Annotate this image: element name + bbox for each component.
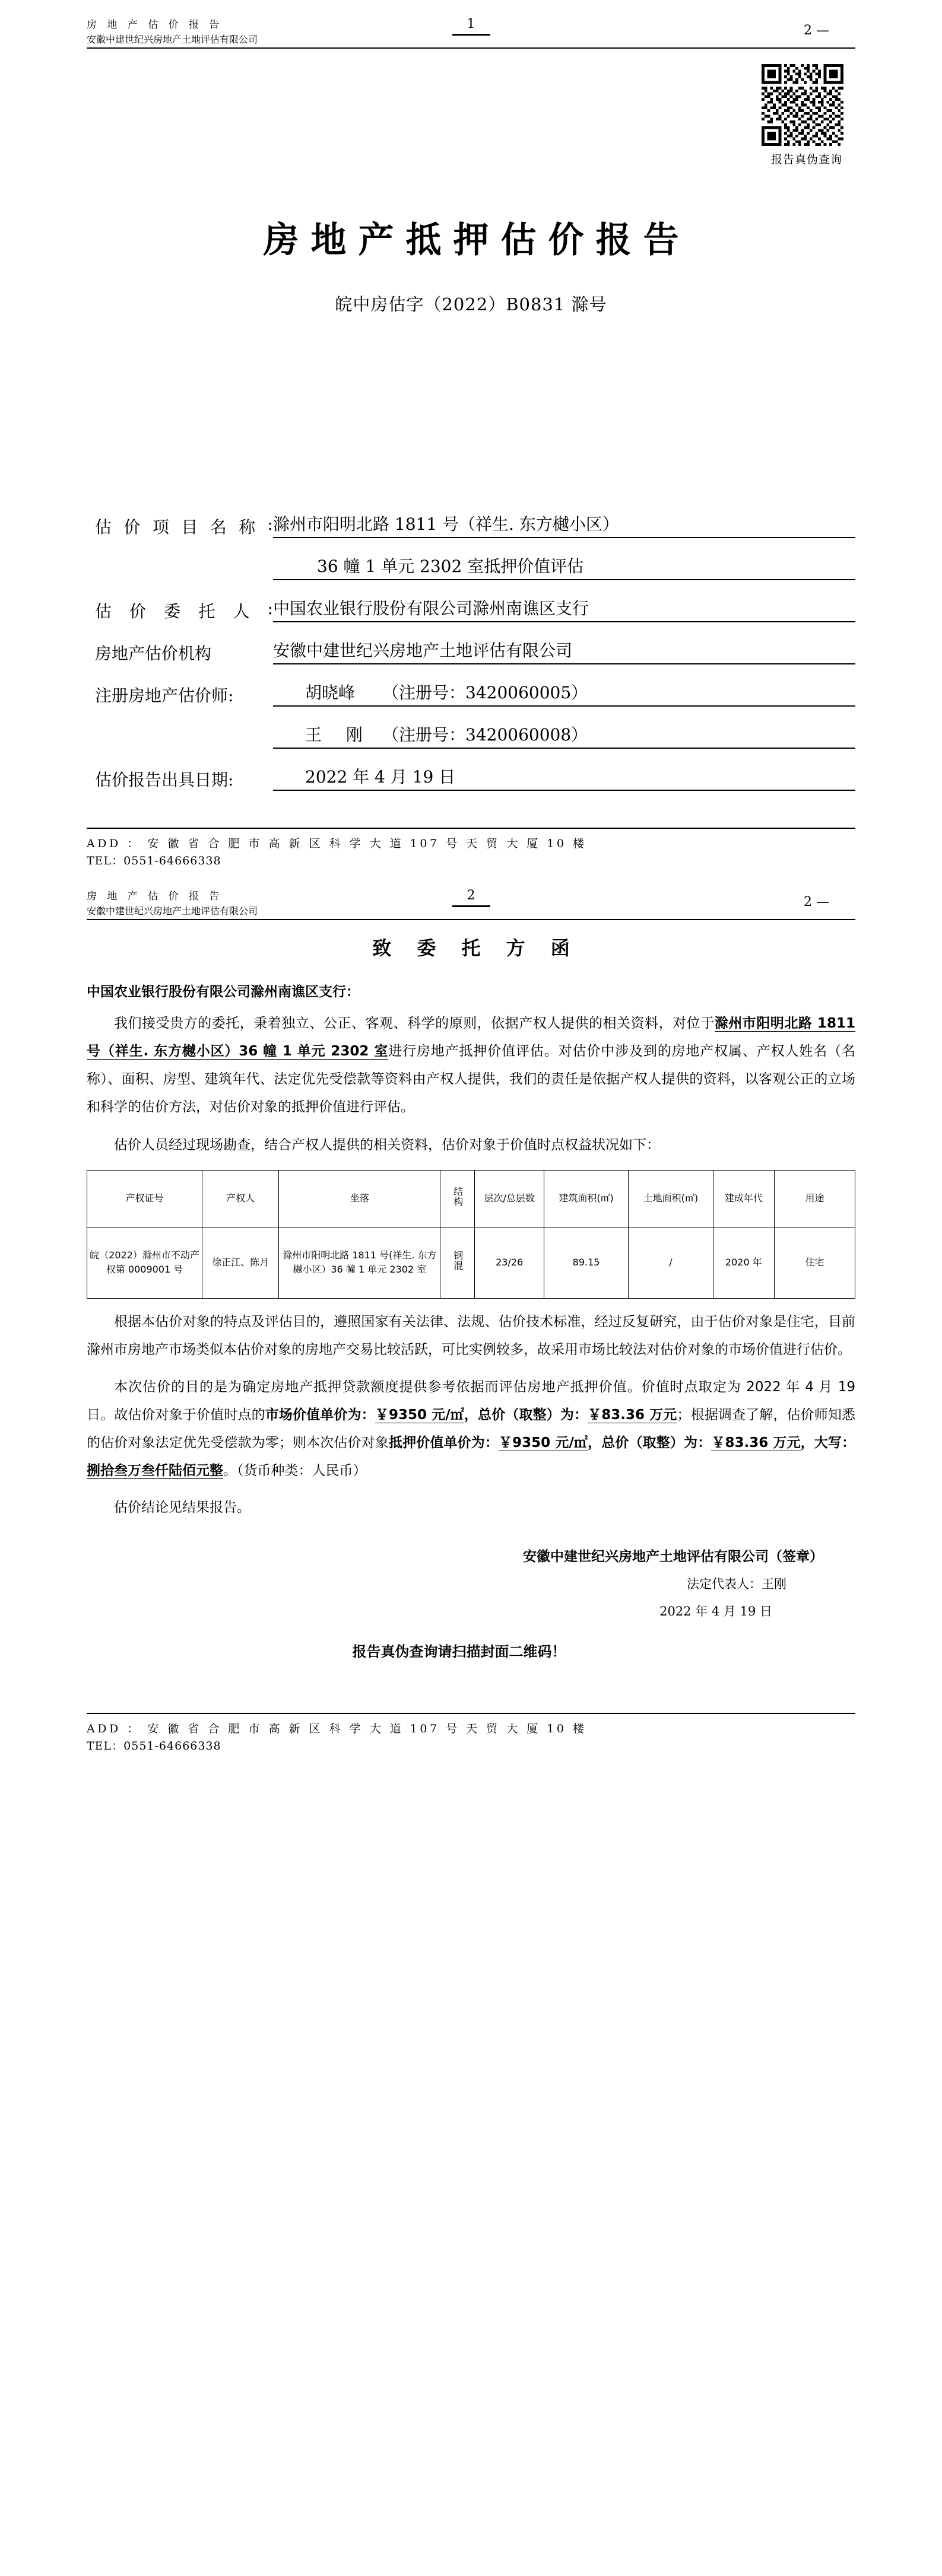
letter-paragraph-2: 估价人员经过现场勘查，结合产权人提供的相关资料，估价对象于价值时点权益状况如下： [114,1137,660,1153]
td-use: 住宅 [775,1227,855,1298]
header-divider-2 [87,919,855,920]
property-table-body [87,1227,855,1298]
footer-address: ADD ： 安 徽 省 合 肥 市 高 新 区 科 学 大 道 107 号 天 贸 大 厦 10 楼 [87,837,587,850]
header-right-mark: 2 — [804,895,829,909]
page-number-rule [452,34,490,36]
para4-part-a: 本次估价的目的是为确定房地产抵押贷款额度提供参考依据而评估房地产抵押价值。价值时点取定为 2022 年 4 月 19 日。故估价对象于价值时点的 [87,1379,855,1423]
label-char-3: 委 [164,602,181,621]
appraiser-2-name: 王 刚 [305,725,372,745]
field-value-appraiser-2 [273,722,855,749]
th-use: 用途 [775,1170,855,1227]
field-value-project: 滁州市阳明北路 1811 号（祥生. 东方樾小区） [273,511,855,538]
label-char-2: 价 [123,517,141,537]
td-cert-no: 皖（2022）滁州市不动产权第 0009001 号 [87,1227,202,1298]
running-header-page2 [87,872,855,918]
label-char-6: 称 [239,517,256,537]
letter-paragraph-1 [87,1010,855,1122]
field-appraiser-2 [95,722,855,749]
field-label-project [95,514,273,538]
field-project-name [95,511,855,538]
header-org-block-2 [87,889,258,918]
field-agency [95,638,855,664]
field-label-client [95,599,273,622]
td-location: 滁州市阳明北路 1811 号(祥生. 东方樾小区）36 幢 1 单元 2302 室 [279,1227,440,1298]
field-issue-date [95,764,855,791]
header-company-name: 安徽中建世纪兴房地产土地评估有限公司 [87,33,258,45]
field-label-agency: 房地产估价机构 [95,644,212,663]
para4-part-f: ，总价（取整）为： [588,1435,712,1451]
page-2 [0,868,942,1753]
running-header-page1 [87,0,855,46]
field-value-agency: 安徽中建世纪兴房地产土地评估有限公司 [273,638,855,664]
field-appraiser-1 [95,680,855,707]
field-value-appraiser-1 [273,680,855,707]
page-number-rule [452,905,490,907]
label-char-5: 名 [210,517,227,537]
letter-salutation: 中国农业银行股份有限公司滁州南谯区支行： [87,984,360,1000]
appraiser-2-reg: （注册号：3420060008） [382,725,588,745]
field-label-date: 估价报告出具日期: [95,770,234,790]
property-table [87,1170,855,1299]
label-char-1: 估 [95,602,112,621]
amount-in-words: 捌拾叁万叁仟陆佰元整 [87,1463,223,1479]
para4-part-g: ，大写： [800,1435,856,1451]
field-project-name-line2 [95,554,855,580]
page-1 [0,0,942,868]
label-char-1: 估 [95,517,112,537]
label-char-2: 价 [129,602,147,621]
letter-paragraph-5: 估价结论见结果报告。 [114,1499,250,1515]
header-divider [87,47,855,49]
td-land-area: / [629,1227,713,1298]
property-table-head [87,1170,855,1227]
signature-block [87,1545,855,1620]
page-title: 房地产抵押估价报告 [263,220,691,261]
header-report-type: 房 地 产 估 价 报 告 [87,19,223,31]
signature-company: 安徽中建世纪兴房地产土地评估有限公司（签章） [523,1548,823,1564]
table-header-row [87,1170,855,1227]
label-char-5: 人 [233,602,250,621]
footer-address: ADD ： 安 徽 省 合 肥 市 高 新 区 科 学 大 道 107 号 天 贸 大 厦 10 楼 [87,1722,587,1735]
header-org-block [87,18,258,46]
para4-part-c: ，总价（取整）为： [464,1407,588,1423]
appraiser-1-reg: （注册号：3420060005） [382,683,588,702]
th-year-built: 建成年代 [713,1170,775,1227]
cover-fields [87,511,855,791]
header-page-number-block-2 [452,889,490,907]
header-page-number-block [452,18,490,36]
field-label-spacer [95,561,273,580]
footer-page1 [87,828,855,868]
field-client [95,596,855,622]
th-land-area: 土地面积(㎡) [629,1170,713,1227]
td-floor: 23/26 [475,1227,544,1298]
footer-telephone: TEL：0551-64666338 [87,854,221,867]
table-row [87,1227,855,1298]
para4-market-price-label: 市场价值单价为： [265,1407,375,1423]
header-report-type: 房 地 产 估 价 报 告 [87,891,223,903]
letter-title: 致 委 托 方 函 [372,937,579,959]
para1-part-b: 进行房地产抵押价值评估。对估价中涉及到的房地产权属、产权人姓名（名称）、面积、房型、建筑年代、法定优先受偿款等资料由产权人提供，我们的责任是依据产权人提供的资料，以客观公正的立场和科学的估价方法，对估价对象的抵押价值进行评估。 [87,1044,855,1115]
market-unit-price-value: ￥9350 元/㎡ [375,1407,464,1423]
market-total-price-value: ￥83.36 万元 [588,1407,677,1423]
footer-page2 [87,1713,855,1753]
field-label-spacer-2 [95,729,273,749]
para1-part-a: 我们接受贵方的委托，秉着独立、公正、客观、科学的原则，依据产权人提供的相关资料，对位于 [114,1016,715,1031]
td-owner: 徐正江、陈月 [202,1227,279,1298]
field-value-project-line2: 36 幢 1 单元 2302 室抵押价值评估 [273,554,855,580]
page-number: 2 [467,888,475,903]
td-year-built: 2020 年 [713,1227,775,1298]
label-colon: : [267,599,273,618]
th-structure: 结构 [440,1170,475,1227]
label-char-4: 托 [198,602,215,621]
page-number: 1 [467,17,475,31]
header-company-name: 安徽中建世纪兴房地产土地评估有限公司 [87,905,258,917]
appraiser-1-name: 胡晓峰 [305,683,356,702]
field-value-date: 2022 年 4 月 19 日 [273,764,855,791]
label-char-3: 项 [152,517,169,537]
qr-code-icon[interactable] [762,64,843,146]
para1-subject-underline: 滁州市阳明北路 1811 号（祥生. 东方樾小区）36 幢 1 单元 2302 室 [87,1016,856,1060]
qr-verification-notice: 报告真伪查询请扫描封面二维码！ [352,1643,566,1660]
td-building-area: 89.15 [544,1227,628,1298]
th-building-area: 建筑面积(㎡) [544,1170,628,1227]
mortgage-unit-price-value: ￥9350 元/㎡ [499,1435,588,1451]
para4-mortgage-price-label: 抵押价值单价为： [388,1435,499,1451]
signature-date: 2022 年 4 月 19 日 [659,1604,772,1618]
mortgage-total-price-value: ￥83.36 万元 [711,1435,801,1451]
th-location: 坐落 [279,1170,440,1227]
label-char-4: 目 [181,517,198,537]
para4-part-d: ；根据调查了解，估价师知悉的估价对象法定优先受偿款为零；则本次估价对象 [87,1407,856,1451]
signature-legal-representative: 法定代表人：王刚 [687,1576,786,1591]
qr-verification-block [87,64,855,167]
letter-paragraph-3: 根据本估价对象的特点及评估目的，遵照国家有关法律、法规、估价技术标准，经过反复研究，由于估价对象是住宅，目前滁州市房地产市场类似本估价对象的房地产交易比较活跃，可比实例较多，故采用市场比较法对估价对象的市场价值进行估价。 [87,1314,855,1357]
field-value-client: 中国农业银行股份有限公司滁州南谯区支行 [273,596,855,622]
para4-part-h: 。（货币种类：人民币） [223,1463,367,1479]
td-structure: 钢混 [440,1227,475,1298]
report-number: 皖中房估字（2022）B0831 滁号 [335,294,607,314]
header-right-mark: 2 — [804,23,829,38]
field-label-appraiser: 注册房地产估价师: [95,686,234,705]
th-floor: 层次/总层数 [475,1170,544,1227]
th-cert-no: 产权证号 [87,1170,202,1227]
letter-paragraph-4 [87,1373,855,1486]
qr-caption: 报告真伪查询 [770,153,842,166]
label-colon: : [267,514,273,534]
th-owner: 产权人 [202,1170,279,1227]
footer-telephone: TEL：0551-64666338 [87,1739,221,1753]
